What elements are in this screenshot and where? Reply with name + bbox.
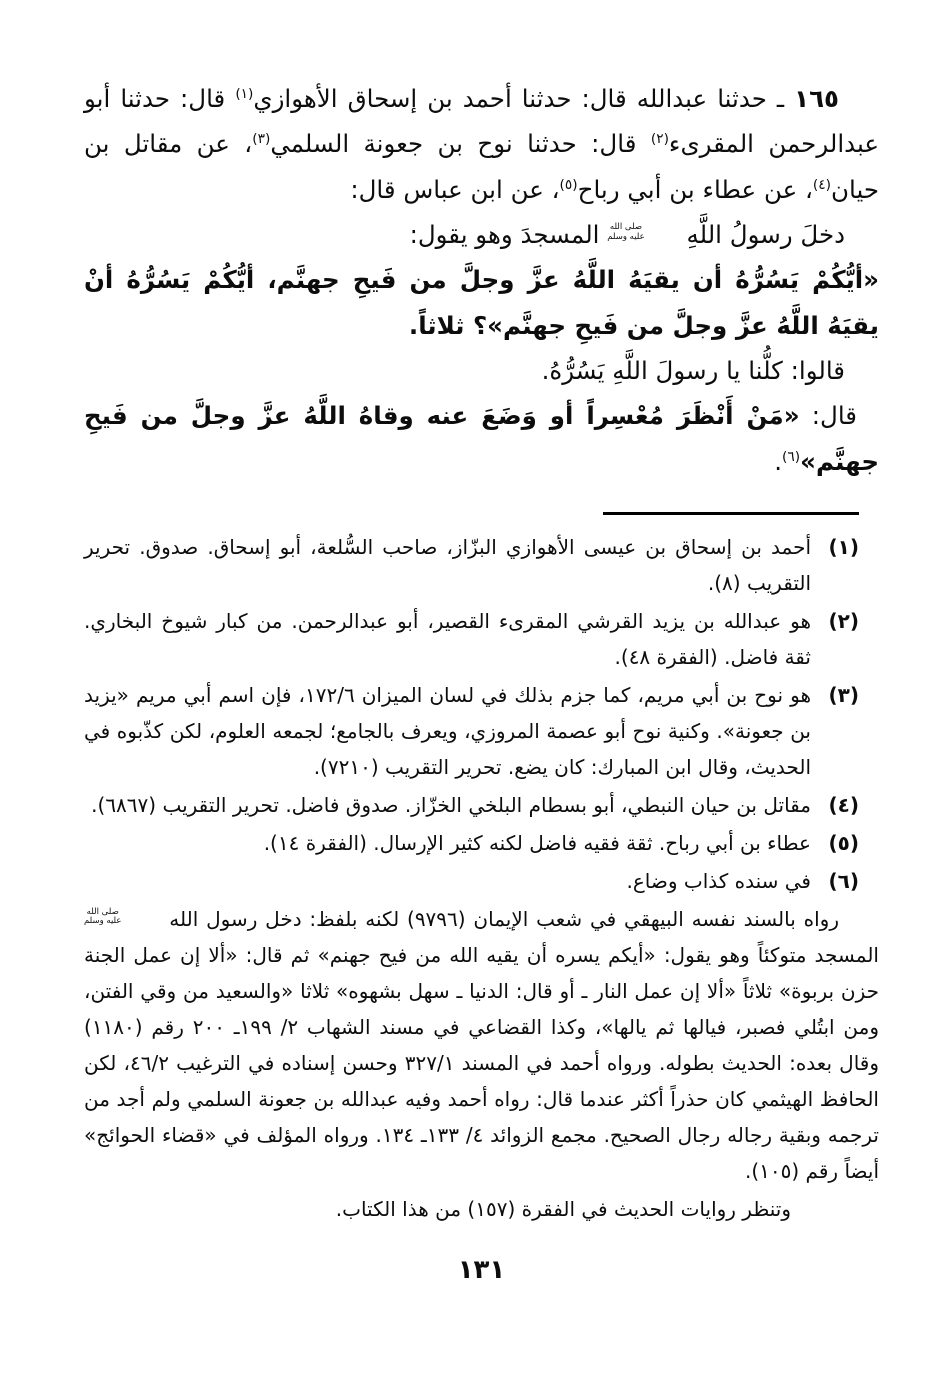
page-number: ١٣١ bbox=[457, 1254, 506, 1285]
sallallahu-alayhi-wasallam-mark: صلى الله عليه وسلم bbox=[84, 906, 122, 927]
isnad-segment: قال: حدثنا نوح بن جعونة السلمي bbox=[270, 129, 651, 159]
hadith-quote-1: «أيُّكُمْ يَسُرُّهُ أن يقيَهُ اللَّهُ عزَّ وجلَّ من فَيحِ جهنَّم، أيُّكُمْ يَسُرُّهُ أنْ يقيَهُ اللَّهُ عزَّ وجلَّ من فَيحِ جهنَّم»؟ ثلاثاً. bbox=[84, 265, 879, 340]
footnote-marker: (١) bbox=[828, 534, 859, 559]
footnote-5 bbox=[84, 825, 879, 861]
isnad-segment: ، عن ابن عباس قال: bbox=[350, 174, 560, 204]
footnote-separator bbox=[603, 512, 859, 515]
footnote-1 bbox=[84, 529, 879, 601]
footnote-6 bbox=[84, 863, 879, 899]
footnote-text: مقاتل بن حيان النبطي، أبو بسطام البلخي الخزّاز. صدوق فاضل. تحرير التقريب (٦٨٦٧). bbox=[91, 792, 811, 817]
footnote-6-cross-reference: وتنظر روايات الحديث في الفقرة (١٥٧) من هذا الكتاب. bbox=[335, 1196, 791, 1221]
companions-reply: قالوا: كلُّنا يا رسولَ اللَّهِ يَسُرُّهُ. bbox=[541, 355, 845, 385]
takhrij-before: رواه بالسند نفسه البيهقي في شعب الإيمان (٩٧٩٦) لكنه بلفظ: دخل رسول الله bbox=[161, 906, 839, 931]
hadith-intro-line bbox=[84, 212, 879, 257]
footnote-ref-5: (٥) bbox=[559, 176, 578, 193]
footnote-marker: (٣) bbox=[828, 682, 859, 707]
isnad-segment: قال: حدثنا أبو عبدالرحمن المقرىء bbox=[84, 84, 879, 159]
isnad-segment: ، عن مقاتل بن حيان bbox=[84, 129, 879, 204]
footnote-marker: (٦) bbox=[828, 868, 859, 893]
intro-text-after: المسجدَ وهو يقول: bbox=[409, 219, 608, 249]
hadith-main-text bbox=[84, 76, 879, 484]
footnote-4 bbox=[84, 787, 879, 823]
footnote-marker: (٤) bbox=[828, 792, 859, 817]
isnad-segment: ـ حدثنا عبدالله قال: حدثنا أحمد بن إسحاق الأهوازي bbox=[253, 84, 795, 113]
footnote-ref-6: (٦) bbox=[782, 448, 801, 465]
footnote-2 bbox=[84, 603, 879, 675]
footnote-marker: (٥) bbox=[828, 830, 859, 855]
hadith-quote-2 bbox=[84, 393, 879, 484]
hadith-number: ١٦٥ bbox=[794, 84, 840, 113]
quote-intro: قال: bbox=[799, 401, 857, 431]
footnote-text: عطاء بن أبي رباح. ثقة فقيه فاضل لكنه كثير الإرسال. (الفقرة ١٤). bbox=[263, 830, 811, 855]
footnote-3 bbox=[84, 677, 879, 785]
footnote-ref-1: (١) bbox=[235, 85, 254, 102]
sallallahu-alayhi-wasallam-mark: صلى الله عليه وسلم bbox=[607, 222, 645, 242]
footnotes-section bbox=[84, 529, 879, 1227]
quote-period: . bbox=[774, 446, 783, 476]
footnote-ref-4: (٤) bbox=[812, 176, 831, 193]
quote-text: «مَنْ أَنْظَرَ مُعْسِراً أو وَضَعَ عنه وقاهُ اللَّهُ عزَّ وجلَّ من فَيحِ جهنَّم» bbox=[84, 401, 879, 476]
footnote-text: أحمد بن إسحاق بن عيسى الأهوازي البزّاز، صاحب السُّلعة، أبو إسحاق. صدوق. تحرير التقريب (٨). bbox=[84, 534, 811, 595]
footnote-text: هو عبدالله بن يزيد القرشي المقرىء القصير، أبو عبدالرحمن. من كبار شيوخ البخاري. ثقة فاضل. (الفقرة ٤٨). bbox=[84, 608, 811, 669]
footnote-text: في سنده كذاب وضاع. bbox=[626, 868, 811, 893]
footnote-text: هو نوح بن أبي مريم، كما جزم بذلك في لسان الميزان ١٧٢/٦، فإن اسم أبي مريم «يزيد بن جعونة». وكنية نوح أبو عصمة المروزي، ويعرف بالجامع؛ لجمعه العلوم، لكن كذّبوه في الحديث، وقال ابن المبارك: كان يضع. تحرير التقريب (٧٢١٠). bbox=[84, 682, 812, 779]
intro-text-before: دخلَ رسولُ اللَّهِ bbox=[678, 219, 845, 249]
footnote-marker: (٢) bbox=[828, 608, 859, 633]
isnad-segment: ، عن عطاء بن أبي رباح bbox=[577, 174, 813, 204]
footnote-ref-3: (٣) bbox=[252, 131, 271, 148]
takhrij-after: المسجد متوكئاً وهو يقول: «أيكم يسره أن يقيه الله من فيح جهنم» ثم قال: «ألا إن عمل الجنة حزن بربوة» ثلاثاً «ألا إن عمل النار ـ أو قال: الدنيا ـ سهل بشهوه» ثلاثا «والسعيد من وقي الفتن، ومن ابتُلي فصبر، فيالها ثم يالها»، وكذا القضاعي في مسند الشهاب ٢/ ١٩٩ـ ٢٠٠ رقم (١١٨٠) وقال بعده: الحديث بطوله. ورواه أحمد في المسند ٣٢٧/١ وحسن إسناده في الترغيب ٤٦/٢، لكن الحافظ الهيثمي كان حذراً أكثر عندما قال: رواه أحمد وفيه عبدالله بن جعونة السلمي ولم أجد من ترجمه وبقية رجاله رجال الصحيح. مجمع الزوائد ٤/ ١٣٣ـ ١٣٤. ورواه المؤلف في «قضاء الحوائج» أيضاً رقم (١٠٥). bbox=[84, 942, 880, 1183]
footnote-ref-2: (٢) bbox=[650, 131, 669, 148]
footnote-6-takhrij bbox=[84, 901, 879, 1189]
hadith-isnad-paragraph bbox=[84, 76, 879, 212]
